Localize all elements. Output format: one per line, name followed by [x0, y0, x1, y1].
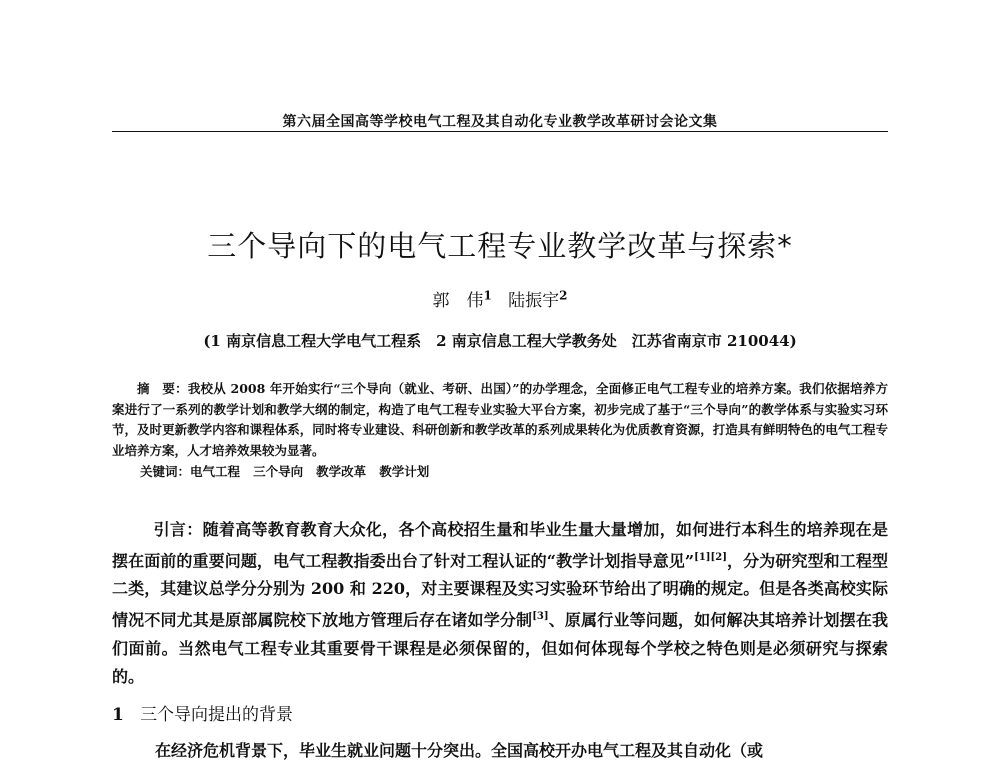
keywords	[140, 462, 888, 482]
abstract	[112, 379, 888, 461]
section-heading	[112, 700, 888, 725]
citation-ref: [3]	[532, 611, 549, 623]
running-head: 第六届全国高等学校电气工程及其自动化专业教学改革研讨会论文集	[282, 114, 718, 130]
author-affil-mark: 1	[483, 288, 492, 303]
author-affil-mark: 2	[559, 288, 568, 303]
keyword: 三个导向	[253, 464, 304, 479]
affiliation: (1 南京信息工程大学电气工程系 2 南京信息工程大学教务处 江苏省南京市 210044)	[203, 332, 797, 350]
keyword: 教学计划	[379, 464, 430, 479]
introduction-paragraph	[112, 516, 888, 691]
intro-text: 引言：随着高等教育教育大众化，各个高校招生量和毕业生量大量增加，如何进行本科生的培养现在是摆在面前的重要问题，电气工程教指委出台了针对工程认证的“教学计划指导意见”	[112, 520, 888, 571]
abstract-label: 摘 要：	[137, 381, 188, 396]
header-rule	[112, 131, 888, 132]
section-title: 三个导向提出的背景	[140, 705, 294, 725]
author-name: 郭 伟	[432, 291, 484, 311]
body-paragraph: 在经济危机背景下，毕业生就业问题十分突出。全国高校开办电气工程及其自动化（或	[155, 741, 764, 760]
paper-title: 三个导向下的电气工程专业教学改革与探索*	[207, 229, 793, 263]
abstract-text: 我校从 2008 年开始实行“三个导向（就业、考研、出国）”的办学理念，全面修正电气工程专业的培养方案。我们依据培养方案进行了一系列的教学计划和教学大纲的制定，构造了电气工程专业实验大平台方案，初步完成了基于“三个导向”的教学体系与实验实习环节，及时更新教学内容和课程体系，同时将专业建设、科研创新和教学改革的系列成果转化为优质教育资源，打造具有鲜明特色的电气工程专业培养方案，人才培养效果较为显著。	[112, 381, 888, 458]
keywords-label: 关键词：	[140, 464, 191, 479]
keyword: 教学改革	[316, 464, 367, 479]
keyword: 电气工程	[190, 464, 241, 479]
author-name: 陆振宇	[508, 291, 560, 311]
intro-text: 、原属行业等问题，如何解决其培养计划摆在我们面前。当然电气工程专业其重要骨干课程是必须保留的，但如何体现每个学校之特色则是必须研究与探索的。	[112, 610, 888, 686]
intro-text: ，分为研究型和工程型二类，其建议总学分分别为 200 和 220，对主要课程及实习实验环节给出了明确的规定。但是各类高校实际情况不同尤其是原部属院校下放地方管理后存在诸如学分制	[112, 551, 888, 630]
author-line	[0, 286, 1000, 311]
citation-ref: [1][2]	[694, 552, 727, 563]
section-number: 1	[112, 705, 124, 725]
